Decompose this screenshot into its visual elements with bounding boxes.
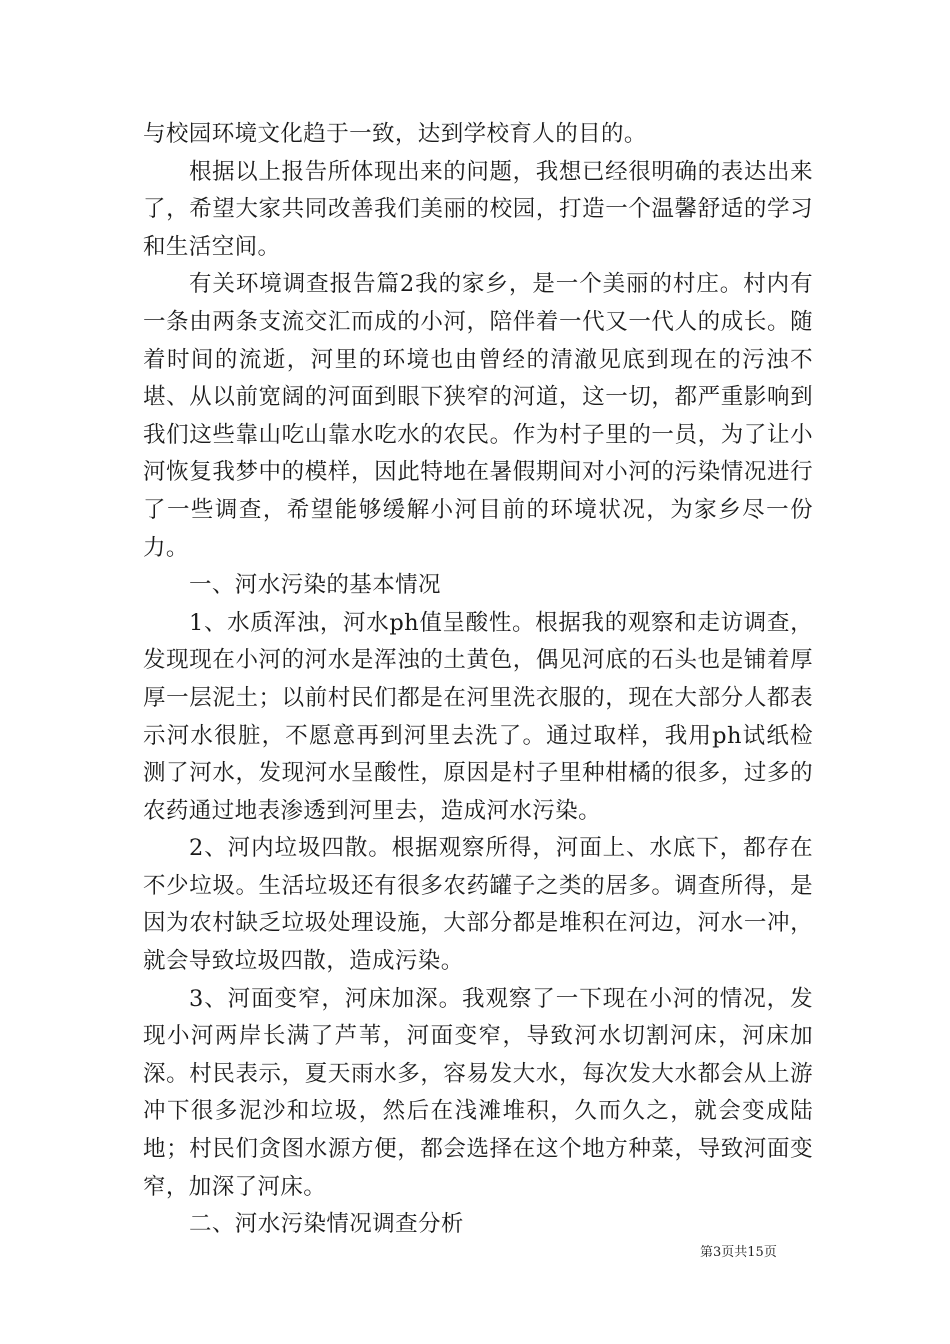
paragraph: 3、河面变窄，河床加深。我观察了一下现在小河的情况，发现小河两岸长满了芦苇，河面变窄，导致河水切割河床，河床加深。村民表示，夏天雨水多，容易发大水，每次发大水都会从上游冲下很多泥沙和垃圾，然后在浅滩堆积，久而久之，就会变成陆地；村民们贪图水源方便，都会选择在这个地方种菜，导致河面变窄，加深了河床。 [143, 985, 813, 1200]
paragraph: 2、河内垃圾四散。根据观察所得，河面上、水底下，都存在不少垃圾。生活垃圾还有很多农药罐子之类的居多。调查所得，是因为农村缺乏垃圾处理设施，大部分都是堆积在河边，河水一冲，就会导致垃圾四散，造成污染。 [143, 835, 813, 975]
paragraph: 1、水质浑浊，河水ph值呈酸性。根据我的观察和走访调查，发现现在小河的河水是浑浊的土黄色，偶见河底的石头也是铺着厚厚一层泥土；以前村民们都是在河里洗衣服的，现在大部分人都表示河水很脏，不愿意再到河里去洗了。通过取样，我用ph试纸检测了河水，发现河水呈酸性，原因是村子里种柑橘的很多，过多的农药通过地表渗透到河里去，造成河水污染。 [143, 609, 813, 824]
paragraph: 根据以上报告所体现出来的问题，我想已经很明确的表达出来了，希望大家共同改善我们美丽的校园，打造一个温馨舒适的学习和生活空间。 [143, 158, 813, 260]
paragraph: 与校园环境文化趋于一致，达到学校育人的目的。 [143, 121, 647, 147]
document-body [143, 116, 813, 1244]
section-heading: 一、河水污染的基本情况 [189, 572, 441, 599]
page-number: 第3页共15页 [700, 1245, 777, 1260]
section-heading: 二、河水污染情况调查分析 [189, 1211, 464, 1238]
paragraph: 有关环境调查报告篇2我的家乡，是一个美丽的村庄。村内有一条由两条支流交汇而成的小河，陪伴着一代又一代人的成长。随着时间的流逝，河里的环境也由曾经的清澈见底到现在的污浊不堪、从以前宽阔的河面到眼下狭窄的河道，这一切，都严重影响到我们这些靠山吃山靠水吃水的农民。作为村子里的一员，为了让小河恢复我梦中的模样，因此特地在暑假期间对小河的污染情况进行了一些调查，希望能够缓解小河目前的环境状况，为家乡尽一份力。 [143, 271, 813, 561]
